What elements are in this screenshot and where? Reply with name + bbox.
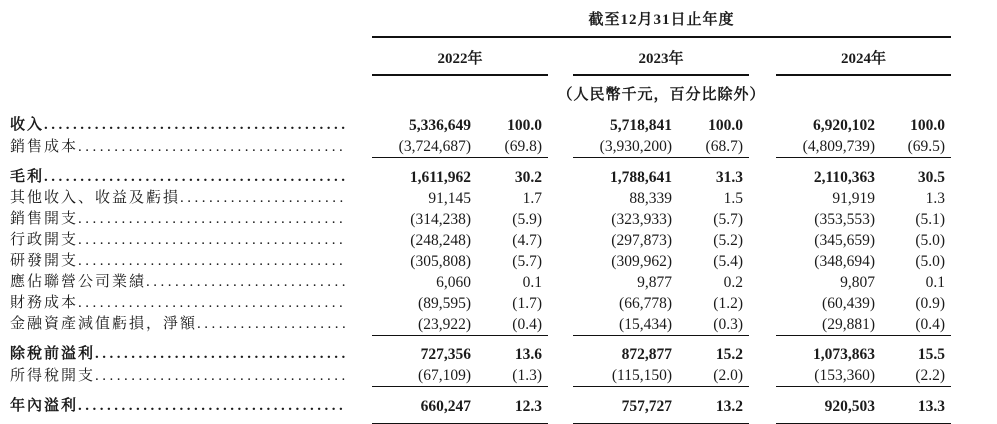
row-label-cell bbox=[10, 293, 372, 314]
rule-line bbox=[881, 387, 951, 396]
percent-cell: (5.1) bbox=[915, 210, 946, 228]
amount-cell: (89,595) bbox=[418, 294, 471, 312]
unit-note: （人民幣千元，百分比除外） bbox=[557, 87, 766, 103]
percent-cell: (0.3) bbox=[713, 315, 743, 333]
percent-cell: (5.2) bbox=[713, 231, 743, 249]
single-rule-row bbox=[10, 335, 951, 344]
table-row bbox=[10, 167, 951, 188]
rule-line bbox=[776, 387, 881, 396]
table-row bbox=[10, 230, 951, 251]
dot-leader bbox=[197, 314, 346, 335]
period-title-row bbox=[10, 6, 951, 37]
amount-cell: 660,247 bbox=[420, 397, 471, 415]
column-gap bbox=[548, 188, 573, 209]
table-row bbox=[10, 344, 951, 365]
percent-cell: (2.0) bbox=[713, 367, 743, 384]
dot-leader bbox=[95, 344, 346, 365]
row-label-cell bbox=[10, 314, 372, 336]
header-spacer bbox=[10, 37, 372, 75]
percent-cell: (4.7) bbox=[512, 231, 542, 249]
row-label: 應佔聯營公司業績 bbox=[10, 273, 147, 290]
amount-cell: (248,248) bbox=[410, 231, 471, 249]
dot-leader bbox=[78, 251, 346, 272]
percent-cell: (5.0) bbox=[915, 252, 946, 270]
percent-cell: (68.7) bbox=[705, 138, 743, 155]
rule-line bbox=[776, 417, 881, 424]
percent-cell: 30.5 bbox=[917, 168, 946, 186]
dot-leader bbox=[78, 230, 346, 251]
column-gap bbox=[749, 365, 776, 387]
amount-cell: 6,920,102 bbox=[813, 117, 875, 134]
table-row bbox=[10, 136, 951, 158]
percent-cell: (1.2) bbox=[713, 294, 743, 312]
row-label-cell bbox=[10, 272, 372, 293]
row-label-cell bbox=[10, 365, 372, 387]
percent-cell: 0.1 bbox=[925, 273, 946, 291]
row-label-cell bbox=[10, 209, 372, 230]
amount-cell: 920,503 bbox=[824, 397, 875, 415]
amount-cell: 88,339 bbox=[629, 189, 672, 207]
rule-line bbox=[776, 158, 881, 167]
amount-cell: (314,238) bbox=[410, 210, 471, 228]
rule-line bbox=[678, 158, 749, 167]
percent-cell: 13.2 bbox=[715, 397, 743, 415]
rule-line bbox=[573, 387, 678, 396]
table-body bbox=[10, 115, 951, 424]
rule-line bbox=[477, 417, 548, 424]
row-label: 銷售成本 bbox=[10, 138, 79, 155]
column-gap bbox=[548, 251, 573, 272]
table-row bbox=[10, 365, 951, 387]
column-gap bbox=[749, 272, 776, 293]
amount-cell: (4,809,739) bbox=[802, 138, 875, 155]
amount-cell: 1,788,641 bbox=[610, 168, 672, 186]
rule-line bbox=[678, 335, 749, 344]
table-row bbox=[10, 209, 951, 230]
rule-line bbox=[477, 387, 548, 396]
amount-cell: 91,145 bbox=[428, 189, 471, 207]
column-gap bbox=[749, 115, 776, 136]
rule-line bbox=[776, 335, 881, 344]
amount-cell: (3,930,200) bbox=[599, 138, 672, 155]
column-gap bbox=[548, 136, 573, 158]
dot-leader bbox=[44, 167, 346, 188]
amount-cell: (297,873) bbox=[611, 231, 672, 249]
row-label: 銷售開支 bbox=[10, 210, 79, 227]
percent-cell: 1.5 bbox=[723, 189, 743, 207]
table-row bbox=[10, 396, 951, 417]
amount-cell: (305,808) bbox=[410, 252, 471, 270]
percent-cell: 0.2 bbox=[723, 273, 743, 291]
income-statement-table bbox=[10, 6, 951, 424]
amount-cell: 1,611,962 bbox=[409, 168, 471, 186]
column-gap bbox=[749, 396, 776, 417]
percent-cell: 13.6 bbox=[514, 346, 542, 363]
column-gap bbox=[749, 188, 776, 209]
percent-cell: (1.7) bbox=[512, 294, 542, 312]
year-2023-header: 2023年 bbox=[573, 37, 749, 75]
dot-leader bbox=[78, 396, 346, 417]
single-rule-row bbox=[10, 387, 951, 396]
percent-cell: (69.8) bbox=[504, 138, 542, 155]
amount-cell: (309,962) bbox=[611, 252, 672, 270]
column-gap bbox=[548, 335, 573, 344]
row-label-cell bbox=[10, 167, 372, 188]
row-label-cell bbox=[10, 230, 372, 251]
column-gap bbox=[749, 344, 776, 365]
percent-cell: (0.9) bbox=[915, 294, 946, 312]
percent-cell: 100.0 bbox=[910, 117, 946, 134]
column-gap bbox=[749, 167, 776, 188]
rule-line bbox=[881, 335, 951, 344]
table-row bbox=[10, 115, 951, 136]
row-label: 年內溢利 bbox=[10, 397, 79, 414]
header-spacer bbox=[10, 6, 372, 37]
column-gap bbox=[548, 387, 573, 396]
dot-leader bbox=[180, 188, 346, 209]
column-gap bbox=[749, 293, 776, 314]
dot-leader bbox=[44, 115, 346, 136]
row-label: 金融資產減值虧損，淨額 bbox=[10, 316, 198, 332]
amount-cell: 2,110,363 bbox=[813, 168, 875, 186]
column-gap bbox=[749, 387, 776, 396]
rule-spacer bbox=[10, 335, 372, 344]
dot-leader bbox=[78, 137, 346, 158]
percent-cell: 100.0 bbox=[708, 117, 743, 134]
column-gap bbox=[749, 335, 776, 344]
amount-cell: (67,109) bbox=[418, 367, 471, 384]
amount-cell: (323,933) bbox=[611, 210, 672, 228]
amount-cell: (29,881) bbox=[822, 315, 875, 333]
rule-line bbox=[372, 335, 477, 344]
amount-cell: (348,694) bbox=[814, 252, 875, 270]
percent-cell: (5.9) bbox=[512, 210, 542, 228]
amount-cell: (60,439) bbox=[822, 294, 875, 312]
year-2024-header: 2024年 bbox=[776, 37, 951, 75]
rule-spacer bbox=[10, 158, 372, 167]
row-label-cell bbox=[10, 251, 372, 272]
row-label: 除稅前溢利 bbox=[10, 346, 96, 362]
amount-cell: 6,060 bbox=[436, 273, 471, 291]
single-rule-row bbox=[10, 158, 951, 167]
amount-cell: 91,919 bbox=[832, 189, 875, 207]
column-gap bbox=[548, 293, 573, 314]
column-gap bbox=[749, 158, 776, 167]
percent-cell: (2.2) bbox=[915, 367, 946, 384]
percent-cell: 1.7 bbox=[522, 189, 542, 207]
percent-cell: 30.2 bbox=[514, 168, 542, 186]
row-label: 收入 bbox=[10, 117, 45, 133]
unit-note-row bbox=[10, 75, 951, 106]
rule-line bbox=[881, 417, 951, 424]
column-gap bbox=[548, 209, 573, 230]
amount-cell: (353,553) bbox=[814, 210, 875, 228]
column-gap bbox=[548, 344, 573, 365]
row-label: 研發開支 bbox=[10, 252, 79, 269]
row-label: 所得稅開支 bbox=[10, 367, 96, 384]
dot-leader bbox=[78, 293, 346, 314]
column-gap bbox=[548, 115, 573, 136]
rule-line bbox=[881, 158, 951, 167]
percent-cell: 1.3 bbox=[925, 189, 946, 207]
amount-cell: 1,073,863 bbox=[813, 346, 875, 363]
amount-cell: (115,150) bbox=[611, 367, 672, 384]
row-label: 其他收入、收益及虧損 bbox=[10, 189, 181, 206]
amount-cell: 727,356 bbox=[420, 346, 471, 363]
column-gap bbox=[548, 396, 573, 417]
percent-cell: (5.7) bbox=[713, 210, 743, 228]
table-row bbox=[10, 293, 951, 314]
amount-cell: (153,360) bbox=[814, 367, 875, 384]
percent-cell: (5.4) bbox=[713, 252, 743, 270]
column-gap bbox=[749, 417, 776, 424]
column-gap bbox=[749, 37, 776, 75]
year-header-row bbox=[10, 37, 951, 75]
column-gap bbox=[749, 230, 776, 251]
rule-line bbox=[372, 387, 477, 396]
table-row bbox=[10, 188, 951, 209]
percent-cell: (5.7) bbox=[512, 252, 542, 270]
row-label-cell bbox=[10, 136, 372, 158]
column-gap bbox=[749, 136, 776, 158]
rule-line bbox=[678, 387, 749, 396]
row-label-cell bbox=[10, 188, 372, 209]
percent-cell: 31.3 bbox=[715, 168, 743, 186]
dot-leader bbox=[78, 209, 346, 230]
table-row bbox=[10, 251, 951, 272]
column-gap bbox=[548, 230, 573, 251]
column-gap bbox=[548, 158, 573, 167]
rule-line bbox=[477, 335, 548, 344]
period-title: 截至12月31日止年度 bbox=[372, 6, 951, 37]
amount-cell: 872,877 bbox=[621, 346, 672, 363]
percent-cell: 15.2 bbox=[715, 346, 743, 363]
dot-leader bbox=[95, 366, 346, 387]
header-spacer bbox=[10, 75, 372, 106]
row-label-cell bbox=[10, 115, 372, 136]
percent-cell: 15.5 bbox=[917, 346, 946, 363]
percent-cell: 100.0 bbox=[507, 117, 542, 134]
column-gap bbox=[548, 365, 573, 387]
rule-spacer bbox=[10, 387, 372, 396]
table-row bbox=[10, 272, 951, 293]
amount-cell: 9,877 bbox=[637, 273, 672, 291]
table-row bbox=[10, 314, 951, 336]
column-gap bbox=[749, 209, 776, 230]
rule-spacer bbox=[10, 417, 372, 424]
row-label: 財務成本 bbox=[10, 294, 79, 311]
double-rule-row bbox=[10, 417, 951, 424]
rule-line bbox=[477, 158, 548, 167]
amount-cell: 5,336,649 bbox=[409, 117, 471, 134]
rule-line bbox=[678, 417, 749, 424]
amount-cell: 757,727 bbox=[621, 397, 672, 415]
spacer-row bbox=[10, 106, 951, 115]
rule-line bbox=[372, 417, 477, 424]
year-2022-header: 2022年 bbox=[372, 37, 548, 75]
amount-cell: 5,718,841 bbox=[610, 117, 672, 134]
percent-cell: 0.1 bbox=[522, 273, 542, 291]
percent-cell: (0.4) bbox=[512, 315, 542, 333]
percent-cell: (0.4) bbox=[915, 315, 946, 333]
column-gap bbox=[749, 251, 776, 272]
rule-line bbox=[372, 158, 477, 167]
rule-line bbox=[573, 417, 678, 424]
column-gap bbox=[548, 314, 573, 336]
rule-line bbox=[573, 158, 678, 167]
percent-cell: (5.0) bbox=[915, 231, 946, 249]
percent-cell: 13.3 bbox=[917, 397, 946, 415]
row-label: 行政開支 bbox=[10, 231, 79, 248]
column-gap bbox=[548, 272, 573, 293]
amount-cell: (3,724,687) bbox=[398, 138, 471, 155]
column-gap bbox=[548, 37, 573, 75]
dot-leader bbox=[146, 272, 346, 293]
column-gap bbox=[548, 417, 573, 424]
percent-cell: (69.5) bbox=[907, 138, 946, 155]
percent-cell: 12.3 bbox=[514, 397, 542, 415]
amount-cell: (345,659) bbox=[814, 231, 875, 249]
amount-cell: 9,807 bbox=[840, 273, 875, 291]
row-label-cell bbox=[10, 396, 372, 417]
column-gap bbox=[548, 167, 573, 188]
row-label: 毛利 bbox=[10, 168, 45, 185]
row-label-cell bbox=[10, 344, 372, 365]
amount-cell: (23,922) bbox=[418, 315, 471, 333]
amount-cell: (66,778) bbox=[619, 294, 672, 312]
amount-cell: (15,434) bbox=[619, 315, 672, 333]
column-gap bbox=[749, 314, 776, 336]
percent-cell: (1.3) bbox=[512, 367, 542, 384]
rule-line bbox=[573, 335, 678, 344]
